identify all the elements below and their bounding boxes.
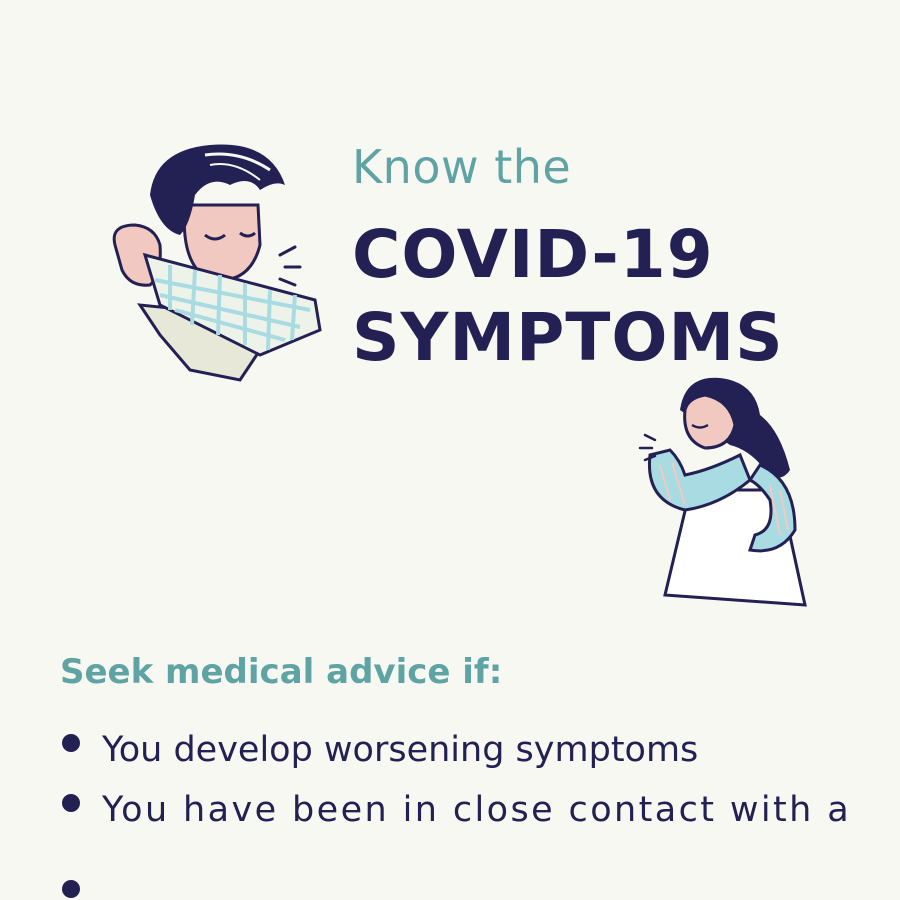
list-item (60, 780, 860, 840)
woman-coughing-illustration (630, 370, 820, 620)
list-item-text: You have been in close contact with a (102, 790, 852, 830)
bullet-icon (62, 734, 80, 752)
advice-list (60, 720, 860, 840)
advice-heading: Seek medical advice if: (60, 652, 503, 692)
title-line-1: COVID-19 (352, 216, 714, 293)
bullet-icon (62, 880, 80, 898)
title-line-2: SYMPTOMS (352, 299, 784, 376)
man-sneezing-illustration (100, 135, 340, 385)
kicker-text: Know the (352, 140, 572, 194)
list-item (60, 720, 860, 780)
list-item-text: You develop worsening symptoms (102, 730, 699, 770)
bullet-icon (62, 794, 80, 812)
